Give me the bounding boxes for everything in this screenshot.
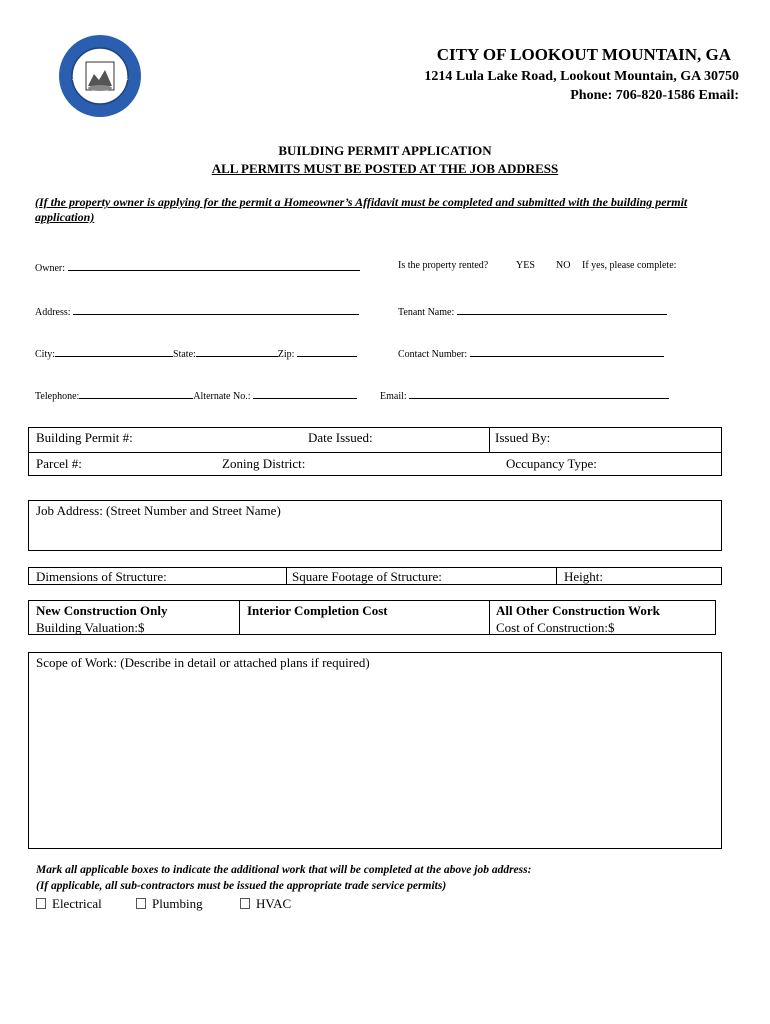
address-input[interactable] [73, 304, 359, 315]
tenant-name-field[interactable] [398, 304, 667, 318]
state-input[interactable] [196, 346, 278, 357]
address-field[interactable] [35, 304, 359, 318]
city-address: 1214 Lula Lake Road, Lookout Mountain, GA 30750 [424, 69, 739, 84]
scope-of-work-box[interactable] [28, 652, 722, 849]
occupancy-label[interactable]: Occupancy Type: [506, 456, 597, 471]
dimensions-label[interactable]: Dimensions of Structure: [36, 569, 167, 584]
new-construction-heading: New Construction Only [36, 603, 168, 618]
form-subtitle: ALL PERMITS MUST BE POSTED AT THE JOB ADDRESS [211, 161, 559, 176]
job-address-label: Job Address: (Street Number and Street Name) [36, 503, 281, 518]
email-label: Email: [380, 391, 407, 402]
plumbing-label: Plumbing [152, 896, 203, 911]
affidavit-note: (If the property owner is applying for the permit a Homeowner’s Affidavit must be completed and submitted with the building permit application) [35, 195, 688, 224]
table-divider [556, 567, 557, 585]
plumbing-checkbox[interactable] [136, 898, 146, 909]
electrical-label: Electrical [52, 896, 102, 911]
building-permit-label[interactable]: Building Permit #: [36, 430, 133, 445]
zip-label: Zip: [277, 349, 295, 360]
table-divider [239, 600, 240, 635]
contact-number-field[interactable] [398, 346, 664, 360]
tenant-name-label: Tenant Name: [398, 307, 455, 318]
svg-text:31: 31 [121, 75, 129, 82]
owner-field[interactable] [35, 260, 360, 274]
rented-question: Is the property rented? [398, 260, 489, 271]
city-label: City: [35, 349, 56, 360]
rented-yes[interactable]: YES [516, 260, 535, 271]
state-label: State: [173, 349, 196, 360]
height-label[interactable]: Height: [564, 569, 603, 584]
rented-no[interactable]: NO [556, 260, 571, 271]
scope-of-work-label: Scope of Work: (Describe in detail or attached plans if required) [36, 655, 370, 670]
contact-number-input[interactable] [470, 346, 664, 357]
building-valuation-label[interactable]: Building Valuation:$ [36, 620, 145, 635]
hvac-checkbox[interactable] [240, 898, 250, 909]
email-field[interactable] [380, 388, 669, 402]
tenant-name-input[interactable] [457, 304, 667, 315]
issued-by-label[interactable]: Issued By: [495, 430, 551, 445]
owner-input[interactable] [68, 260, 360, 271]
city-state-zip[interactable] [35, 346, 357, 360]
interior-completion-heading[interactable]: Interior Completion Cost [247, 603, 388, 618]
zoning-label[interactable]: Zoning District: [222, 456, 306, 471]
address-label: Address: [35, 307, 71, 318]
form-title: BUILDING PERMIT APPLICATION [278, 143, 492, 158]
table-divider [28, 452, 722, 453]
subcontractor-note: (If applicable, all sub-contractors must be issued the appropriate trade service permits) [36, 880, 447, 892]
table-divider [489, 427, 490, 452]
electrical-checkbox[interactable] [36, 898, 46, 909]
electrical-option[interactable] [36, 896, 102, 912]
city-contact: Phone: 706-820-1586 Email: [570, 88, 739, 103]
table-divider [286, 567, 287, 585]
alternate-input[interactable] [253, 388, 357, 399]
svg-text:20: 20 [72, 75, 80, 82]
owner-label: Owner: [35, 263, 65, 274]
contact-number-label: Contact Number: [398, 349, 468, 360]
plumbing-option[interactable] [136, 896, 203, 912]
date-issued-label[interactable]: Date Issued: [308, 430, 373, 445]
parcel-label[interactable]: Parcel #: [36, 456, 82, 471]
alternate-label: Alternate No.: [193, 391, 251, 402]
telephone-row[interactable] [35, 388, 357, 402]
additional-work-instructions: Mark all applicable boxes to indicate the additional work that will be completed at the above job address: [36, 864, 532, 876]
hvac-label: HVAC [256, 896, 292, 911]
city-name: CITY OF LOOKOUT MOUNTAIN, GA [436, 45, 731, 64]
other-construction-heading: All Other Construction Work [496, 603, 660, 618]
square-footage-label[interactable]: Square Footage of Structure: [292, 569, 442, 584]
cost-of-construction-label[interactable]: Cost of Construction:$ [496, 620, 615, 635]
hvac-option[interactable] [240, 896, 291, 912]
telephone-input[interactable] [79, 388, 193, 399]
email-input[interactable] [409, 388, 669, 399]
city-input[interactable] [55, 346, 173, 357]
rented-if-yes: If yes, please complete: [582, 260, 677, 271]
telephone-label: Telephone: [35, 391, 80, 402]
zip-input[interactable] [297, 346, 357, 357]
table-divider [489, 600, 490, 635]
city-seal [58, 34, 142, 118]
